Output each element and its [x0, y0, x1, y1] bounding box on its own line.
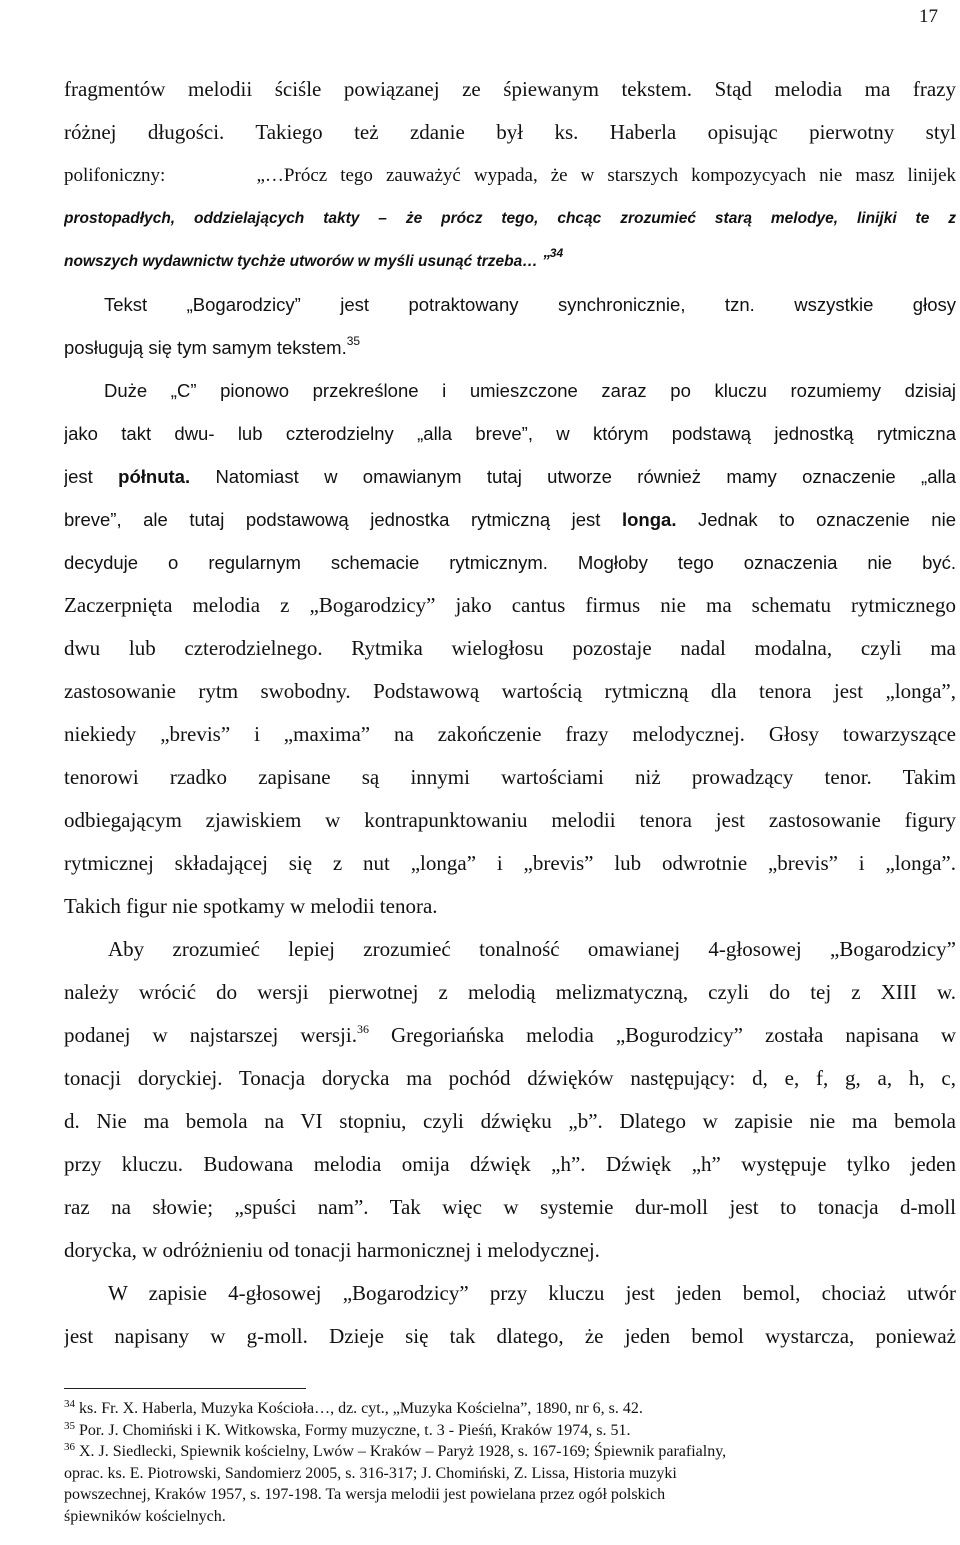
text-line: d. Nie ma bemola na VI stopniu, czyli dźwięku „b”. Dlatego w zapisie nie ma bemola — [64, 1109, 956, 1133]
quote-line — [64, 240, 956, 283]
text-line — [64, 498, 956, 541]
quote-text: polifoniczny: „…Prócz tego zauważyć wypada, że w starszych kompozycyach nie masz linijek — [64, 165, 956, 186]
text-line: tonacji doryckiej. Tonacja dorycka ma pochód dźwięków następujący: d, e, f, g, a, h, c, — [64, 1066, 956, 1090]
footnotes — [64, 1398, 948, 1528]
footnote-continuation: oprac. ks. E. Piotrowski, Sandomierz 2005, s. 316-317; J. Chomiński, Z. Lissa, Historia muzyki — [64, 1464, 677, 1482]
text-line — [64, 1014, 956, 1057]
footnote-ref: 34 — [549, 246, 564, 260]
footnote-ref: 36 — [356, 1022, 369, 1036]
text-line: odbiegającym zjawiskiem w kontrapunktowaniu melodii tenora jest zastosowanie figury — [64, 808, 956, 832]
footnote-ref: 35 — [346, 334, 361, 348]
text-span: breve”, ale tutaj podstawową jednostka rytmiczną jest — [64, 509, 622, 530]
text-line: dwu lub czterodzielnego. Rytmika wielogłosu pozostaje nadal modalna, czyli ma — [64, 636, 956, 660]
footnote-number: 36 — [64, 1441, 75, 1454]
text-line: zastosowanie rytm swobodny. Podstawową wartością rytmiczną dla tenora jest „longa”, — [64, 679, 956, 703]
text-line: Takich figur nie spotkamy w melodii tenora. — [64, 894, 438, 918]
quote-line: prostopadłych, oddzielających takty – że prócz tego, chcąc zrozumieć starą melodye, linijki te z — [64, 210, 956, 227]
text-line: niekiedy „brevis” i „maxima” na zakończenie frazy melodycznej. Głosy towarzyszące — [64, 722, 956, 746]
footnote-number: 35 — [64, 1419, 75, 1432]
footnote-text: X. J. Siedlecki, Spiewnik kościelny, Lwów – Kraków – Paryż 1928, s. 167-169; Śpiewnik parafialny, — [75, 1443, 727, 1461]
text-line: Aby zrozumieć lepiej zrozumieć tonalność omawianej 4-głosowej „Bogarodzicy” — [108, 937, 956, 961]
text-line: decyduje o regularnym schemacie rytmicznym. Mogłoby tego oznaczenia nie być. — [64, 552, 956, 573]
text-span: podanej w najstarszej wersji. — [64, 1023, 357, 1047]
footnote-number: 34 — [64, 1398, 75, 1410]
quote-text: nowszych wydawnictw tychże utworów w myśli usunąć trzeba… ” — [64, 253, 550, 270]
text-line: dorycka, w odróżnieniu od tonacji harmonicznej i melodycznej. — [64, 1238, 600, 1262]
text-span: Jednak to oznaczenie nie — [676, 509, 956, 530]
text-line: fragmentów melodii ściśle powiązanej ze śpiewanym tekstem. Stąd melodia ma frazy — [64, 77, 956, 101]
text-line: Duże „C” pionowo przekreślone i umieszczone zaraz po kluczu rozumiemy dzisiaj — [104, 380, 956, 401]
text-span: posługują się tym samym tekstem. — [64, 337, 347, 358]
quote-line — [64, 154, 956, 197]
text-line: raz na słowie; „spuści nam”. Tak więc w systemie dur-moll jest to tonacja d-moll — [64, 1195, 956, 1219]
footnote — [64, 1398, 948, 1420]
footnote-continuation: śpiewników kościelnych. — [64, 1507, 226, 1525]
text-line: tenorowi rzadko zapisane są innymi wartościami niż prowadzący tenor. Takim — [64, 765, 956, 789]
text-line: Zaczerpnięta melodia z „Bogarodzicy” jako cantus firmus nie ma schematu rytmicznego — [64, 593, 956, 617]
text-line: należy wrócić do wersji pierwotnej z melodią melizmatyczną, czyli do tej z XIII w. — [64, 980, 956, 1004]
text-span: Natomiast w omawianym tutaj utworze również mamy oznaczenie „alla — [190, 466, 956, 487]
text-line: jako takt dwu- lub czterodzielny „alla breve”, w którym podstawą jednostką rytmiczna — [64, 423, 956, 444]
footnote — [64, 1420, 948, 1442]
bold-term: półnuta. — [118, 466, 191, 487]
bold-term: longa. — [621, 509, 677, 530]
text-line: różnej długości. Takiego też zdanie był ks. Haberla opisując pierwotny styl — [64, 120, 956, 144]
text-line: jest napisany w g-moll. Dzieje się tak dlatego, że jeden bemol wystarcza, ponieważ — [64, 1324, 956, 1348]
text-line: rytmicznej składającej się z nut „longa” i „brevis” lub odwrotnie „brevis” i „longa”. — [64, 851, 956, 875]
text-span: Gregoriańska melodia „Bogurodzicy” została napisana w — [368, 1023, 956, 1047]
text-line: W zapisie 4-głosowej „Bogarodzicy” przy kluczu jest jeden bemol, chociaż utwór — [108, 1281, 956, 1305]
page-number: 17 — [919, 6, 938, 27]
text-line: przy kluczu. Budowana melodia omija dźwięk „h”. Dźwięk „h” występuje tylko jeden — [64, 1152, 956, 1176]
footnote-separator — [64, 1388, 306, 1389]
footnote-continuation: powszechnej, Kraków 1957, s. 197-198. Ta wersja melodii jest powielana przez ogół polskich — [64, 1486, 666, 1504]
main-text — [64, 68, 956, 1358]
text-line — [64, 326, 956, 369]
text-span: jest — [64, 466, 119, 487]
text-line: Tekst „Bogarodzicy” jest potraktowany synchronicznie, tzn. wszystkie głosy — [104, 294, 956, 315]
footnote — [64, 1441, 948, 1463]
footnote-text: ks. Fr. X. Haberla, Muzyka Kościoła…, dz. cyt., „Muzyka Kościelna”, 1890, nr 6, s. 42. — [75, 1400, 643, 1417]
footnote-text: Por. J. Chomiński i K. Witkowska, Formy muzyczne, t. 3 - Pieśń, Kraków 1974, s. 51. — [75, 1421, 631, 1439]
text-line — [64, 455, 956, 498]
